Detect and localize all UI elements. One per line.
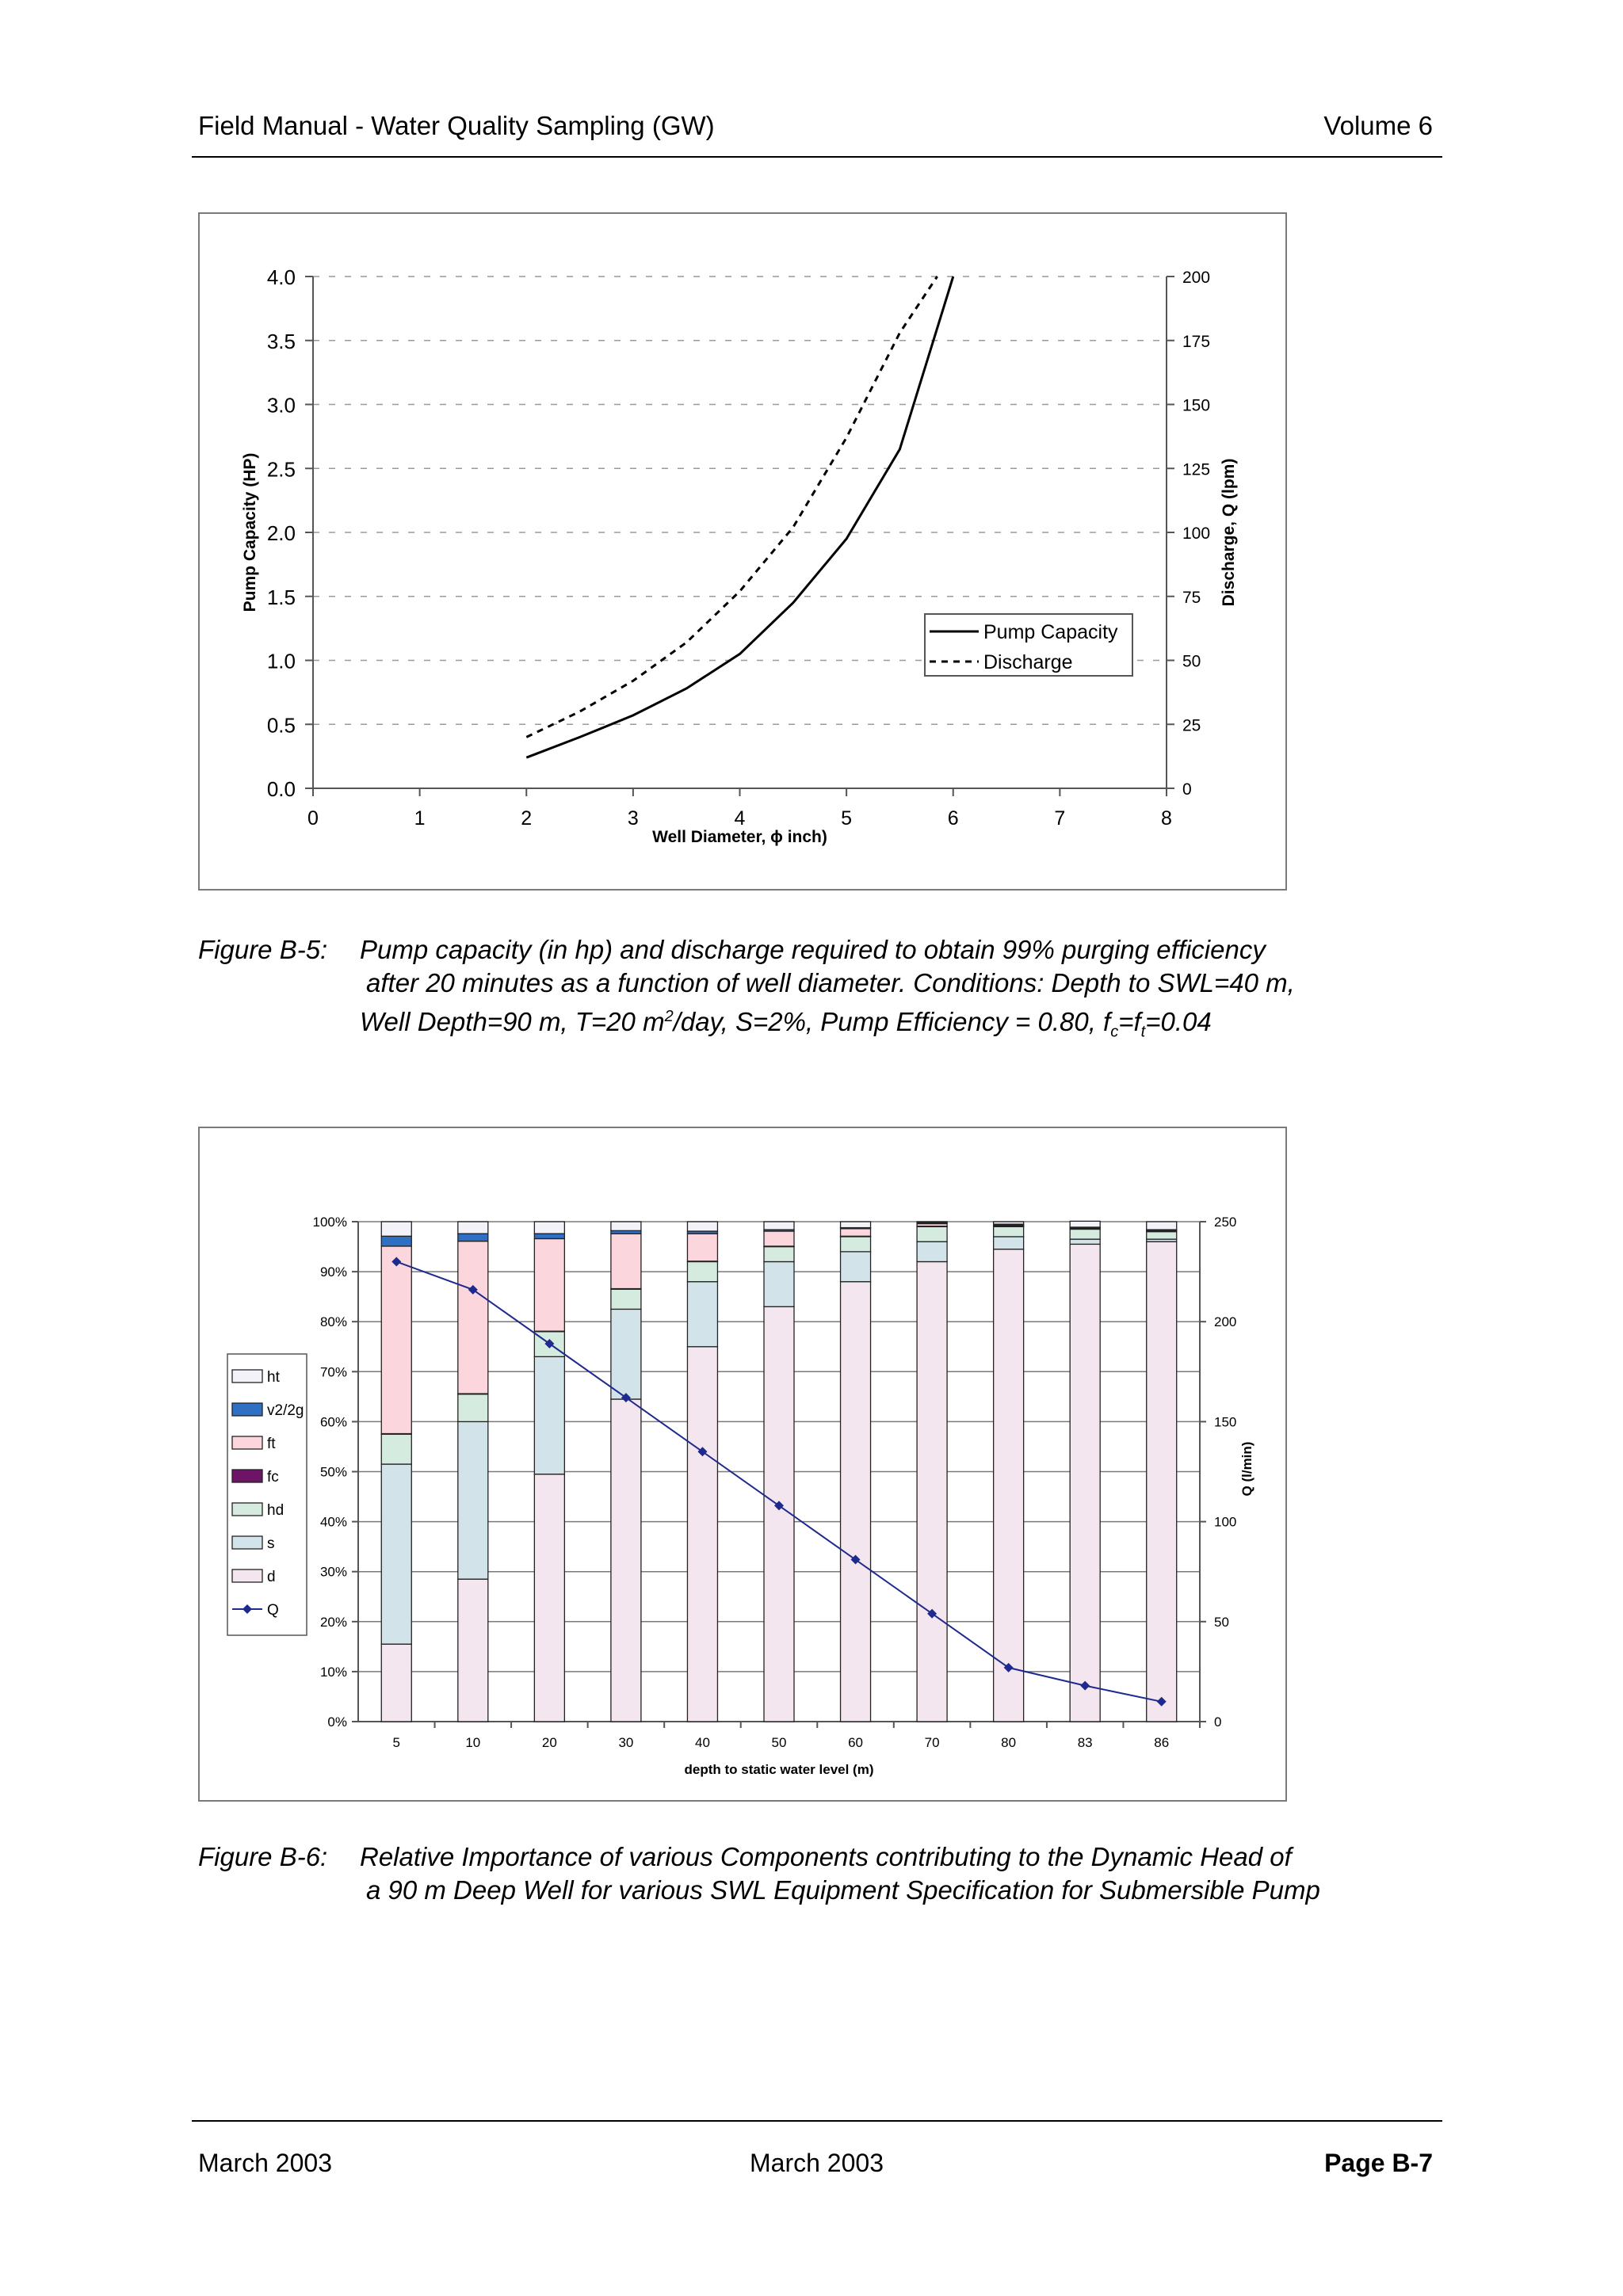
bar-segment-hd <box>1147 1232 1177 1239</box>
bar-segment-hd <box>381 1434 411 1464</box>
x-tick-label: 4 <box>734 807 746 830</box>
bar-segment-s <box>1070 1239 1100 1244</box>
bar-segment-ft <box>764 1231 794 1246</box>
legend-label: Pump Capacity <box>983 621 1118 643</box>
y2-tick-label: 250 <box>1214 1215 1237 1230</box>
bar-segment-d <box>841 1282 871 1722</box>
legend-box <box>227 1354 307 1635</box>
y-tick-label: 50% <box>319 1464 347 1480</box>
y-tick-label: 2.0 <box>266 521 296 545</box>
bar-segment-s <box>611 1309 641 1399</box>
bar-segment-ht <box>1070 1221 1100 1227</box>
figure-b6-caption <box>198 1840 1403 1912</box>
figure-b6-chart <box>198 1127 1287 1802</box>
y-tick-label: 80% <box>319 1314 347 1330</box>
bar-segment-ft <box>841 1229 871 1236</box>
caption-line3-sup: 2 <box>664 1008 674 1025</box>
bar-segment-ht <box>994 1222 1024 1224</box>
footer-page-number: Page B-7 <box>1324 2149 1433 2177</box>
bar-segment-d <box>764 1306 794 1722</box>
y2-tick-label: 75 <box>1182 588 1201 607</box>
x-tick-label: 6 <box>947 807 959 830</box>
x-tick-label: 5 <box>841 807 853 830</box>
figure-b6-caption-line1: Relative Importance of various Components contributing to the Dynamic Head of <box>360 1842 1292 1871</box>
y2-tick-label: 0 <box>1182 780 1192 799</box>
bar-segment-d <box>917 1261 947 1722</box>
bar-segment-d <box>687 1347 717 1722</box>
y-tick-label: 100% <box>312 1215 347 1230</box>
footer-date-center: March 2003 <box>750 2149 884 2177</box>
x-axis-label: Well Diameter, ϕ inch) <box>652 828 827 846</box>
x-tick-label: 70 <box>924 1735 940 1750</box>
bar-segment-ft <box>381 1246 411 1434</box>
y-tick-label: 10% <box>319 1664 347 1680</box>
y2-tick-label: 100 <box>1182 524 1211 543</box>
y-tick-label: 3.5 <box>266 329 296 353</box>
x-tick-label: 60 <box>848 1735 864 1750</box>
bar-segment-s <box>534 1356 564 1474</box>
bar-segment-hd <box>764 1247 794 1262</box>
legend-label: d <box>267 1569 276 1585</box>
bar-segment-s <box>917 1241 947 1261</box>
dynamic-head-chart-svg <box>200 1128 1285 1800</box>
bar-segment-s <box>764 1261 794 1306</box>
bar-segment-ht <box>1147 1222 1177 1230</box>
y-tick-label: 3.0 <box>266 393 296 418</box>
x-tick-label: 40 <box>694 1735 710 1750</box>
bar-segment-ft <box>458 1241 488 1394</box>
pump-capacity-line <box>526 277 953 757</box>
bar-segment-v2-2g <box>381 1236 411 1246</box>
figure-b5-caption-line2: after 20 minutes as a function of well diameter. Conditions: Depth to SWL=40 m, <box>366 968 1295 997</box>
x-tick-label: 2 <box>521 807 533 830</box>
bar-segment-ft <box>534 1238 564 1331</box>
bar-segment-ht <box>381 1222 411 1236</box>
bar-segment-s <box>687 1282 717 1347</box>
x-tick-label: 8 <box>1161 807 1172 830</box>
y-tick-label: 30% <box>319 1564 347 1580</box>
header-rule <box>192 156 1442 158</box>
y-tick-label: 0.0 <box>266 777 296 801</box>
caption-line3-c: =f <box>1118 1007 1141 1036</box>
bar-segment-ht <box>611 1222 641 1230</box>
y2-tick-label: 100 <box>1214 1514 1237 1530</box>
x-tick-label: 0 <box>307 807 319 830</box>
legend-label: Discharge <box>983 651 1073 673</box>
bar-segment-d <box>381 1644 411 1722</box>
bar-segment-s <box>381 1464 411 1644</box>
legend-swatch <box>232 1536 262 1549</box>
y2-axis-label: Discharge, Q (lpm) <box>1220 458 1238 607</box>
caption-line3-sub1: c <box>1110 1023 1119 1041</box>
bar-segment-ht <box>534 1222 564 1234</box>
y-tick-label: 40% <box>319 1514 347 1530</box>
y-tick-label: 70% <box>319 1364 347 1380</box>
bar-segment-hd <box>917 1226 947 1241</box>
x-tick-label: 10 <box>465 1735 481 1750</box>
legend-swatch <box>232 1436 262 1449</box>
bar-segment-ht <box>764 1222 794 1230</box>
legend-label: fc <box>267 1469 279 1486</box>
figure-b5-caption <box>198 933 1387 1044</box>
bar-segment-ht <box>458 1222 488 1234</box>
y2-tick-label: 50 <box>1182 652 1201 671</box>
y2-tick-label: 150 <box>1214 1414 1237 1430</box>
legend-label: ht <box>267 1369 280 1386</box>
legend-label: hd <box>267 1502 285 1519</box>
figure-b6-label: Figure B-6: <box>198 1842 328 1871</box>
footer-rule <box>192 2120 1442 2122</box>
y-tick-label: 20% <box>319 1614 347 1630</box>
x-tick-label: 80 <box>1001 1735 1017 1750</box>
caption-line3-b: /day, S=2%, Pump Efficiency = 0.80, f <box>673 1007 1111 1036</box>
y2-tick-label: 200 <box>1182 269 1211 287</box>
footer-date-left: March 2003 <box>198 2149 332 2177</box>
bar-segment-d <box>994 1249 1024 1722</box>
y2-axis-label: Q (l/min) <box>1239 1441 1254 1497</box>
y2-tick-label: 200 <box>1214 1314 1237 1330</box>
figure-b5-chart <box>198 212 1287 891</box>
legend-label: Q <box>267 1602 279 1619</box>
y2-tick-label: 25 <box>1182 716 1201 735</box>
caption-line3-sub2: t <box>1140 1023 1146 1041</box>
legend-swatch <box>232 1470 262 1482</box>
bar-segment-hd <box>611 1289 641 1309</box>
legend-label: v2/2g <box>267 1402 304 1419</box>
bar-segment-d <box>1147 1241 1177 1722</box>
discharge-line <box>526 277 937 737</box>
legend-swatch <box>232 1503 262 1516</box>
bar-segment-v2-2g <box>534 1234 564 1238</box>
y-tick-label: 1.5 <box>266 585 296 609</box>
y-tick-label: 60% <box>319 1414 347 1430</box>
y-tick-label: 90% <box>319 1264 347 1280</box>
legend-swatch <box>232 1370 262 1383</box>
figure-b5-caption-line3 <box>360 1000 1212 1049</box>
y-tick-label: 0% <box>327 1714 347 1730</box>
figure-b5-label: Figure B-5: <box>198 935 328 964</box>
bar-segment-hd <box>1070 1229 1100 1239</box>
header-title: Field Manual - Water Quality Sampling (GW) <box>198 111 715 140</box>
bar-segment-d <box>611 1399 641 1722</box>
x-axis-label: depth to static water level (m) <box>684 1762 874 1777</box>
pump-capacity-chart-svg <box>200 214 1285 889</box>
x-tick-label: 7 <box>1054 807 1066 830</box>
y2-tick-label: 0 <box>1214 1714 1222 1730</box>
x-tick-label: 30 <box>618 1735 634 1750</box>
bar-segment-d <box>458 1579 488 1722</box>
caption-line3-d: =0.04 <box>1145 1007 1212 1036</box>
x-tick-label: 1 <box>414 807 426 830</box>
x-tick-label: 20 <box>541 1735 557 1750</box>
bar-segment-s <box>841 1252 871 1282</box>
y2-tick-label: 125 <box>1182 460 1211 479</box>
y-axis-label: Pump Capacity (HP) <box>241 452 259 612</box>
y-tick-label: 1.0 <box>266 649 296 673</box>
y-tick-label: 4.0 <box>266 265 296 289</box>
y2-tick-label: 150 <box>1182 396 1211 415</box>
y-tick-label: 0.5 <box>266 713 296 738</box>
x-tick-label: 3 <box>627 807 639 830</box>
bar-segment-d <box>534 1474 564 1722</box>
header-volume: Volume 6 <box>1323 111 1433 140</box>
bar-segment-s <box>458 1421 488 1579</box>
bar-segment-hd <box>687 1261 717 1281</box>
x-tick-label: 5 <box>392 1735 401 1750</box>
legend-swatch <box>232 1403 262 1416</box>
figure-b5-caption-line1: Pump capacity (in hp) and discharge required to obtain 99% purging efficiency <box>360 935 1266 964</box>
bar-segment-hd <box>994 1226 1024 1237</box>
bar-segment-ht <box>687 1222 717 1231</box>
x-tick-label: 86 <box>1154 1735 1170 1750</box>
bar-segment-ft <box>611 1234 641 1288</box>
legend-label: ft <box>267 1436 276 1452</box>
legend-swatch <box>232 1569 262 1582</box>
x-tick-label: 83 <box>1077 1735 1093 1750</box>
legend-label: s <box>267 1535 275 1552</box>
bar-segment-s <box>994 1237 1024 1249</box>
bar-segment-v2-2g <box>458 1234 488 1241</box>
bar-segment-d <box>1070 1244 1100 1722</box>
x-tick-label: 50 <box>771 1735 787 1750</box>
bar-segment-ht <box>841 1222 871 1228</box>
y-tick-label: 2.5 <box>266 457 296 482</box>
y2-tick-label: 175 <box>1182 332 1211 351</box>
figure-b6-caption-line2: a 90 m Deep Well for various SWL Equipment Specification for Submersible Pump <box>366 1875 1320 1905</box>
bar-segment-hd <box>841 1237 871 1252</box>
y2-tick-label: 50 <box>1214 1614 1229 1630</box>
bar-segment-hd <box>458 1394 488 1422</box>
bar-segment-ft <box>687 1234 717 1261</box>
caption-line3-a: Well Depth=90 m, T=20 m <box>360 1007 665 1036</box>
